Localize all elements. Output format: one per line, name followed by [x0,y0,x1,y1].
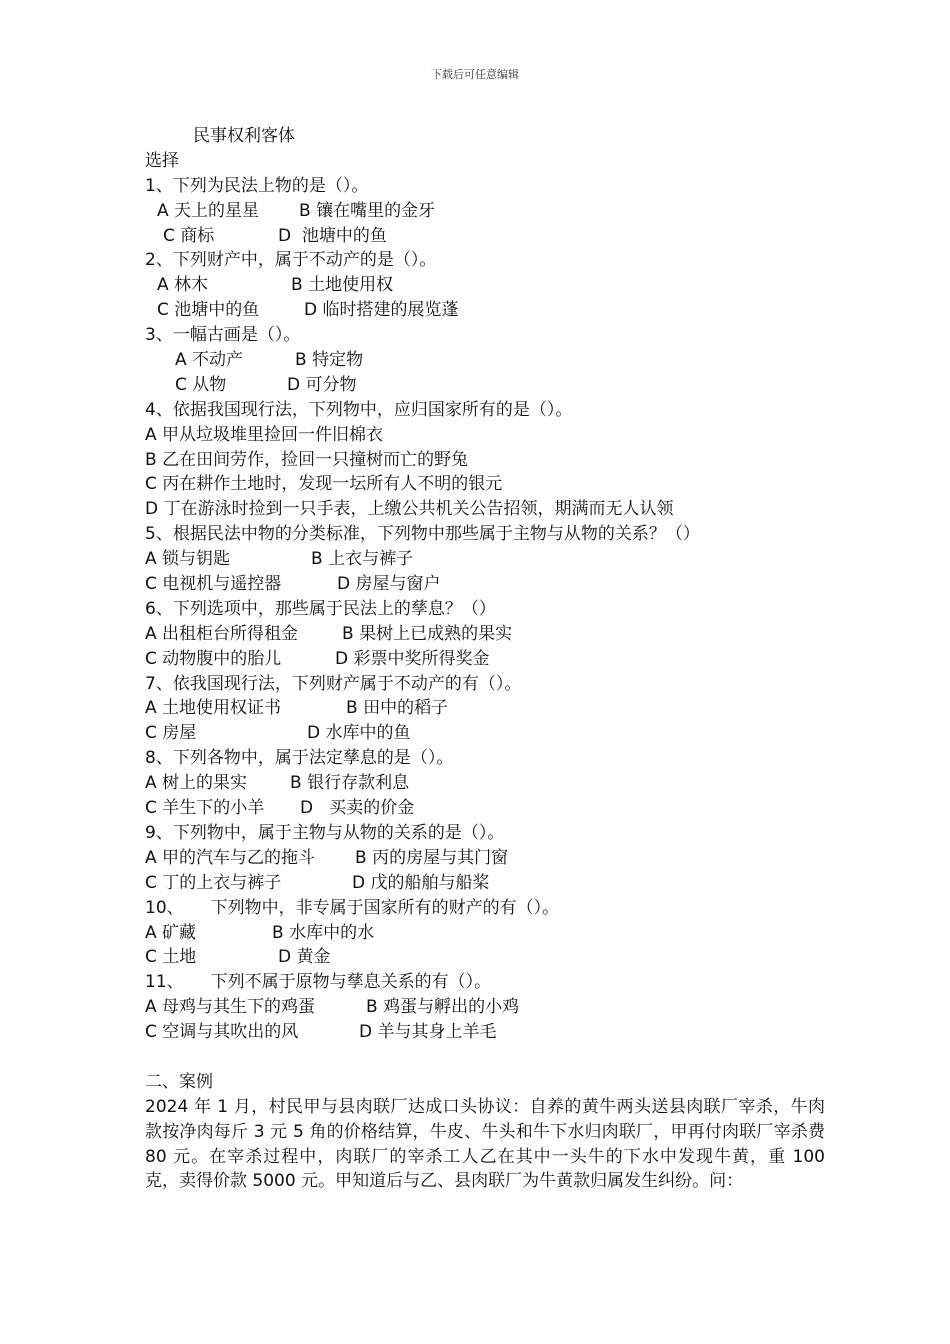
question-10-options-row [145,945,825,970]
question-4-option-c: C 丙在耕作土地时，发现一坛所有人不明的银元 [145,474,503,495]
question-11-options-row [145,995,825,1020]
question-2-options-row [145,273,825,298]
question-7-options-row [145,696,825,721]
question-5-option-d: D 房屋与窗户 [337,574,441,595]
question-11-option-b: B 鸡蛋与孵出的小鸡 [366,997,520,1018]
question-8-option-d: D 买卖的价金 [300,798,415,819]
case-paragraph: 2024 年 1 月，村民甲与县肉联厂达成口头协议：自养的黄牛两头送县肉联厂宰杀，牛肉款按净肉每斤 3 元 5 角的价格结算，牛皮、牛头和牛下水归肉联厂，甲再付肉联厂宰杀费 80 元。在宰杀过程中，肉联厂的宰杀工人乙在其中一头牛的下水中发现牛黄，重 100 克，卖得价款 5000 元。甲知道后与乙、县肉联厂为牛黄款归属发生纠纷。问： [145,1096,825,1192]
question-5-option-b: B 上衣与裤子 [311,549,414,570]
question-9-options-row [145,871,825,896]
question-8-option-b: B 银行存款利息 [290,773,410,794]
question-2-option-c: C 池塘中的鱼 [157,300,260,321]
question-6-option-d: D 彩票中奖所得奖金 [335,648,490,669]
question-5-options-row [145,547,825,572]
question-10-option-c: C 土地 [145,947,197,968]
question-6-stem: 6、下列选项中，那些属于民法上的孳息？（） [145,598,496,619]
question-1-option-d: D 池塘中的鱼 [278,225,387,246]
question-11-option-a: A 母鸡与其生下的鸡蛋 [145,997,316,1018]
question-4-option-d: D 丁在游泳时捡到一只手表，上缴公共机关公告招领，期满而无人认领 [145,499,674,520]
question-6-option-a: A 出租柜台所得租金 [145,623,299,644]
question-9-option-c: C 丁的上衣与裤子 [145,872,282,893]
question-7-option-d: D 水库中的鱼 [307,723,411,744]
question-5-options-row [145,572,825,597]
question-3-options-row [145,348,825,373]
section-spacer [145,1045,825,1070]
question-5-option-c: C 电视机与遥控器 [145,574,282,595]
question-3-option-b: B 特定物 [295,350,364,371]
question-6-options-row [145,647,825,672]
question-11-options-row [145,1020,825,1045]
document-body [145,124,825,1194]
question-11-option-c: C 空调与其吹出的风 [145,1022,299,1043]
question-5-option-a: A 锁与钥匙 [145,549,231,570]
question-10-options-row [145,921,825,946]
question-10-stem: 10、 下列物中，非专属于国家所有的财产的有（）。 [145,897,560,918]
question-2-options-row [145,298,825,323]
question-3-option-d: D 可分物 [287,374,357,395]
question-4-option-b: B 乙在田间劳作，捡回一只撞树而亡的野兔 [145,449,469,470]
question-6-options-row [145,622,825,647]
document-title: 民事权利客体 [193,126,295,146]
question-1-options-row [145,199,825,224]
question-10-option-b: B 水库中的水 [272,922,375,943]
section-heading-case: 二、案例 [145,1071,213,1092]
question-4-stem: 4、依据我国现行法，下列物中，应归国家所有的是（）。 [145,399,573,420]
question-2-option-a: A 林木 [157,275,209,296]
question-8-option-c: C 羊生下的小羊 [145,798,265,819]
question-8-options-row [145,796,825,821]
question-11-option-d: D 羊与其身上羊毛 [359,1022,497,1043]
question-2-option-b: B 土地使用权 [291,275,394,296]
question-7-options-row [145,721,825,746]
question-7-option-b: B 田中的稻子 [346,698,449,719]
question-4-option-a: A 甲从垃圾堆里捡回一件旧棉衣 [145,424,384,445]
question-10-option-a: A 矿藏 [145,922,197,943]
question-9-stem: 9、下列物中，属于主物与从物的关系的是（）。 [145,822,505,843]
question-8-stem: 8、下列各物中，属于法定孳息的是（）。 [145,748,454,769]
question-8-options-row [145,771,825,796]
question-7-option-c: C 房屋 [145,723,197,744]
question-9-option-b: B 丙的房屋与其门窗 [355,847,509,868]
section-heading-choice: 选择 [145,150,179,171]
question-3-stem: 3、一幅古画是（）。 [145,325,301,346]
question-2-option-d: D 临时搭建的展览蓬 [304,300,459,321]
page-header: 下载后可任意编辑 [431,68,519,81]
question-6-option-c: C 动物腹中的胎儿 [145,648,282,669]
question-9-options-row [145,846,825,871]
question-1-option-c: C 商标 [163,225,215,246]
question-3-option-c: C 从物 [175,374,227,395]
question-7-stem: 7、依我国现行法，下列财产属于不动产的有（）。 [145,673,522,694]
question-9-option-d: D 戊的船舶与船桨 [352,872,490,893]
question-9-option-a: A 甲的汽车与乙的拖斗 [145,847,316,868]
question-3-option-a: A 不动产 [175,350,244,371]
question-2-stem: 2、下列财产中，属于不动产的是（）。 [145,250,437,271]
question-3-options-row [145,373,825,398]
question-7-option-a: A 土地使用权证书 [145,698,282,719]
question-10-option-d: D 黄金 [278,947,331,968]
question-1-option-b: B 镶在嘴里的金牙 [299,200,436,221]
question-8-option-a: A 树上的果实 [145,773,248,794]
question-5-stem: 5、根据民法中物的分类标准，下列物中那些属于主物与从物的关系？（） [145,524,700,545]
question-1-option-a: A 天上的星星 [157,200,260,221]
question-1-stem: 1、下列为民法上物的是（）。 [145,175,369,196]
question-11-stem: 11、 下列不属于原物与孳息关系的有（）。 [145,972,492,993]
question-1-options-row [145,224,825,249]
question-6-option-b: B 果树上已成熟的果实 [342,623,513,644]
